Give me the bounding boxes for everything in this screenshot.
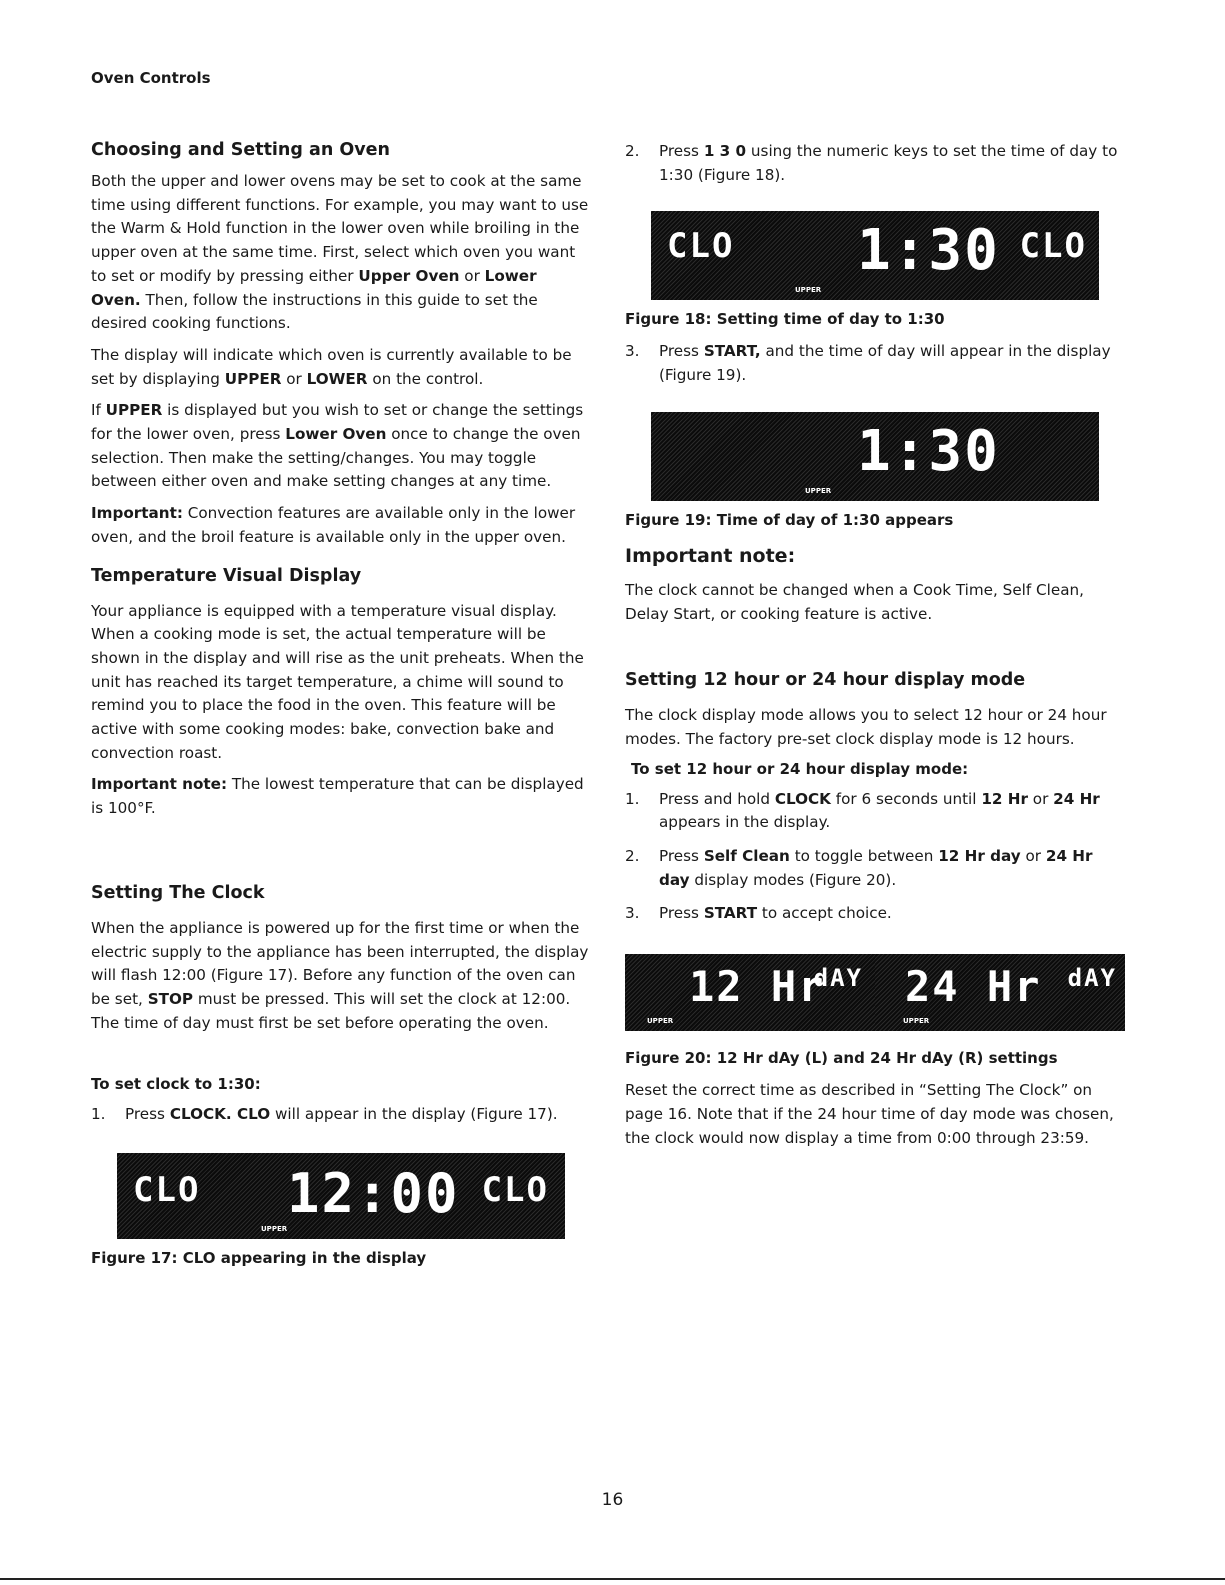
step-item: 1. Press and hold CLOCK for 6 seconds until 12 Hr or 24 Hr appears in the display.	[625, 789, 1100, 832]
step-item: 2. Press Self Clean to toggle between 12 Hr day or 24 Hr day display modes (Figure 20).	[625, 847, 1093, 889]
step-item: 3. Press START, and the time of day will appear in the display (Figure 19).	[625, 342, 1111, 385]
paragraph: Your appliance is equipped with a temperature visual display. When a cooking mode is set, the actual temperature will be shown in the display and will rise as the unit preheats. When the unit has reached its target temperature, a chime will sound to remind you to place the food in the oven. This feature will be active with some cooking modes: bake, convection bake and convection roast.	[91, 601, 584, 762]
paragraph: Both the upper and lower ovens may be set to cook at the same time using different functions. For example, you may want to use the Warm & Hold function in the lower oven while broiling in the upper oven at the same time. First, select which oven you want to set or modify by pressing either Upper Oven or Lower Oven. Then, follow the instructions in this guide to set the desired cooking functions.	[91, 172, 589, 333]
figure-20-caption: Figure 20: 12 Hr dAy (L) and 24 Hr dAy (R) settings	[625, 1049, 1058, 1068]
paragraph: Reset the correct time as described in “Setting The Clock” on page 16. Note that if the 24 hour time of day mode was chosen, the clock would now display a time from 0:00 through 23:59.	[625, 1081, 1114, 1147]
figure-20-right-display: 24 Hr dAY UPPER	[875, 954, 1125, 1031]
page-header: Oven Controls	[91, 69, 211, 87]
page-bottom-rule	[0, 1578, 1225, 1580]
subheading-display-mode: To set 12 hour or 24 hour display mode:	[631, 759, 969, 778]
figure-19-display: 1:30 UPPER	[651, 412, 1099, 501]
paragraph: The clock cannot be changed when a Cook Time, Self Clean, Delay Start, or cooking feature is active.	[625, 580, 1084, 623]
paragraph: Important note: The lowest temperature that can be displayed is 100°F.	[91, 775, 584, 818]
left-column	[91, 140, 591, 1267]
right-column	[625, 140, 1125, 1158]
paragraph: If UPPER is displayed but you wish to set or change the settings for the lower oven, press Lower Oven once to change the oven selection. Then make the setting/changes. You may toggle between either oven and make setting changes at any time.	[91, 401, 584, 491]
paragraph: The clock display mode allows you to select 12 hour or 24 hour modes. The factory pre-set clock display mode is 12 hours.	[625, 706, 1107, 748]
section-title-setting-clock: Setting The Clock	[91, 882, 265, 903]
section-title-choosing-oven: Choosing and Setting an Oven	[91, 140, 390, 160]
figure-20-displays	[625, 954, 1125, 1031]
section-title-display-mode: Setting 12 hour or 24 hour display mode	[625, 670, 1026, 691]
figure-18-caption: Figure 18: Setting time of day to 1:30	[625, 310, 945, 329]
step-item: 2. Press 1 3 0 using the numeric keys to set the time of day to 1:30 (Figure 18).	[625, 142, 1118, 184]
figure-17-display: CLO 12:00 CLO UPPER	[117, 1153, 565, 1239]
step-item: 3. Press START to accept choice.	[625, 904, 892, 923]
subheading-set-clock: To set clock to 1:30:	[91, 1075, 261, 1094]
page-number: 16	[601, 1490, 624, 1510]
paragraph: The display will indicate which oven is currently available to be set by displaying UPPER or LOWER on the control.	[91, 345, 572, 388]
important-note-title: Important note:	[625, 544, 796, 567]
paragraph: Important: Convection features are available only in the lower oven, and the broil feature is available only in the upper oven.	[91, 504, 576, 546]
figure-20-left-display: 12 Hr dAY UPPER	[625, 954, 875, 1031]
paragraph: When the appliance is powered up for the first time or when the electric supply to the appliance has been interrupted, the display will flash 12:00 (Figure 17). Before any function of the oven can be set, STOP must be pressed. This will set the clock at 12:00. The time of day must first be set before operating the oven.	[91, 918, 589, 1032]
figure-17-caption: Figure 17: CLO appearing in the display	[91, 1249, 427, 1268]
section-title-temperature-display: Temperature Visual Display	[91, 565, 362, 586]
figure-19-caption: Figure 19: Time of day of 1:30 appears	[625, 510, 954, 529]
figure-18-display: CLO 1:30 CLO UPPER	[651, 211, 1099, 300]
step-item: 1. Press CLOCK. CLO will appear in the display (Figure 17).	[91, 1105, 558, 1124]
